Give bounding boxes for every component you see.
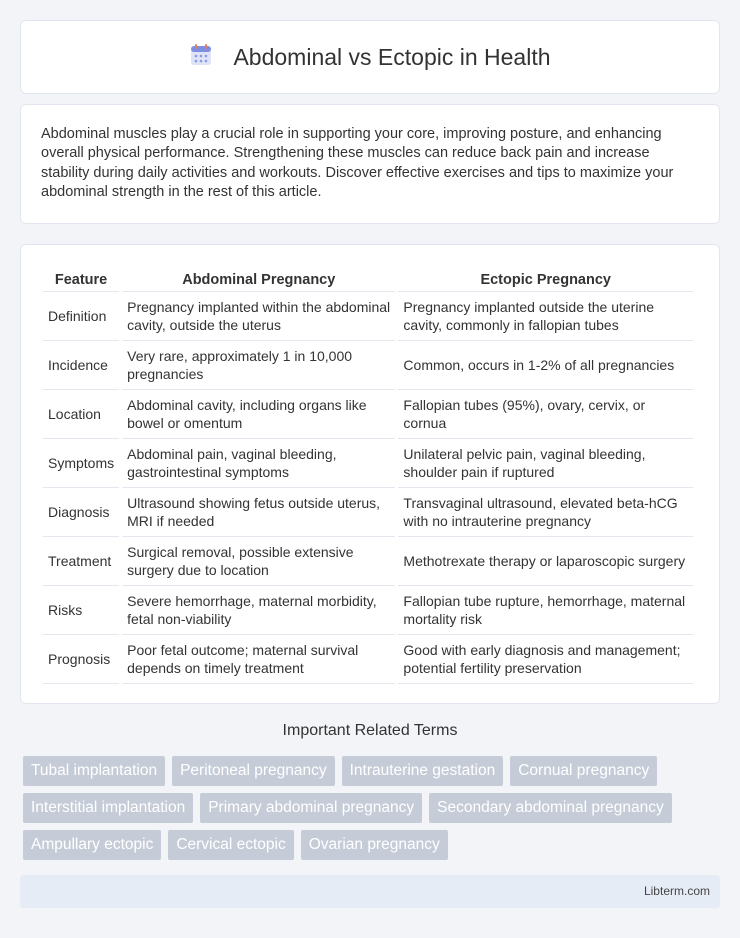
header-abdominal: Abdominal Pregnancy (122, 267, 395, 292)
table-row (43, 635, 693, 684)
header-card (20, 20, 720, 94)
header-ectopic: Ectopic Pregnancy (398, 267, 693, 292)
term-tag[interactable]: Interstitial implantation (23, 793, 193, 823)
row-ectopic: Pregnancy implanted outside the uterine cavity, commonly in fallopian tubes (398, 292, 693, 341)
term-tag[interactable]: Intrauterine gestation (342, 756, 504, 786)
header-feature: Feature (43, 267, 119, 292)
term-tag[interactable]: Primary abdominal pregnancy (200, 793, 422, 823)
table-row (43, 292, 693, 341)
table-row (43, 488, 693, 537)
row-abdominal: Very rare, approximately 1 in 10,000 pregnancies (122, 341, 395, 390)
row-abdominal: Severe hemorrhage, maternal morbidity, fetal non-viability (122, 586, 395, 635)
row-feature: Diagnosis (43, 488, 119, 537)
footer (20, 875, 720, 908)
row-feature: Prognosis (43, 635, 119, 684)
row-ectopic: Common, occurs in 1-2% of all pregnancies (398, 341, 693, 390)
row-ectopic: Fallopian tube rupture, hemorrhage, maternal mortality risk (398, 586, 693, 635)
comparison-table-card (20, 244, 720, 704)
term-tag[interactable]: Cervical ectopic (168, 830, 293, 860)
page-title: Abdominal vs Ectopic in Health (233, 43, 551, 70)
row-feature: Treatment (43, 537, 119, 586)
row-abdominal: Poor fetal outcome; maternal survival depends on timely treatment (122, 635, 395, 684)
row-ectopic: Transvaginal ultrasound, elevated beta-hCG with no intrauterine pregnancy (398, 488, 693, 537)
table-row (43, 537, 693, 586)
term-tag[interactable]: Ovarian pregnancy (301, 830, 448, 860)
row-abdominal: Surgical removal, possible extensive surgery due to location (122, 537, 395, 586)
row-feature: Risks (43, 586, 119, 635)
row-ectopic: Unilateral pelvic pain, vaginal bleeding, shoulder pain if ruptured (398, 439, 693, 488)
row-feature: Location (43, 390, 119, 439)
table-row (43, 586, 693, 635)
row-abdominal: Abdominal cavity, including organs like bowel or omentum (122, 390, 395, 439)
row-ectopic: Good with early diagnosis and management; potential fertility preservation (398, 635, 693, 684)
term-tag[interactable]: Secondary abdominal pregnancy (429, 793, 672, 823)
table-row (43, 390, 693, 439)
row-abdominal: Abdominal pain, vaginal bleeding, gastrointestinal symptoms (122, 439, 395, 488)
intro-card (20, 104, 720, 224)
table-row (43, 341, 693, 390)
row-feature: Definition (43, 292, 119, 341)
term-tag[interactable]: Tubal implantation (23, 756, 165, 786)
table-header-row (43, 267, 693, 292)
comparison-table (40, 267, 696, 684)
related-terms-list (23, 756, 723, 860)
calendar-icon (189, 43, 213, 72)
row-ectopic: Methotrexate therapy or laparoscopic surgery (398, 537, 693, 586)
row-abdominal: Pregnancy implanted within the abdominal cavity, outside the uterus (122, 292, 395, 341)
row-ectopic: Fallopian tubes (95%), ovary, cervix, or cornua (398, 390, 693, 439)
term-tag[interactable]: Cornual pregnancy (510, 756, 657, 786)
term-tag[interactable]: Peritoneal pregnancy (172, 756, 335, 786)
footer-link[interactable]: Libterm.com (643, 884, 710, 898)
row-feature: Symptoms (43, 439, 119, 488)
related-terms-title: Important Related Terms (282, 722, 458, 739)
row-abdominal: Ultrasound showing fetus outside uterus, MRI if needed (122, 488, 395, 537)
term-tag[interactable]: Ampullary ectopic (23, 830, 161, 860)
intro-text: Abdominal muscles play a crucial role in supporting your core, improving posture, and enhancing overall physical performance. Strengthening these muscles can reduce back pain and increase stability during daily activities and workouts. Discover effective exercises and tips to maximize your abdominal strength in the rest of this article. (41, 126, 674, 200)
row-feature: Incidence (43, 341, 119, 390)
table-row (43, 439, 693, 488)
